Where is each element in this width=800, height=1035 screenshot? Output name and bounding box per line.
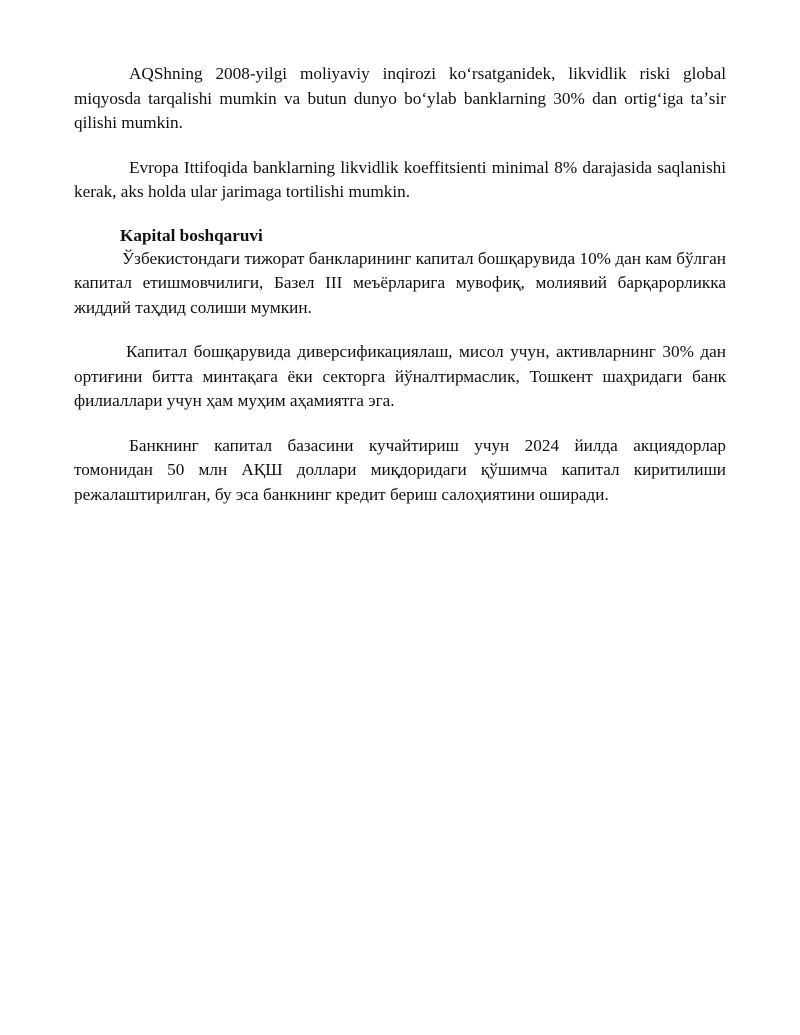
document-body (74, 62, 726, 527)
paragraph-diversification: Капитал бошқарувида диверсификациялаш, мисол учун, активларнинг 30% дан ортиғини битта минтақага ёки секторга йўналтирмаслик, Тошкент шаҳридаги банк филиаллари учун ҳам муҳим аҳамиятга эга. (74, 342, 726, 410)
paragraph-capital-injection: Банкнинг капитал базасини кучайтириш учун 2024 йилда акциядорлар томонидан 50 млн АҚШ доллари миқдоридаги қўшимча капитал киритилиши режалаштирилган, бу эса банкнинг кредит бериш салоҳиятини оширади. (74, 435, 726, 504)
paragraph-liquidity-crisis: AQShning 2008-yilgi moliyaviy inqirozi koʻrsatganidek, likvidlik riski global miqyosda tarqalishi mumkin va butun dunyo boʻylab banklarning 30% dan ortigʻiga taʼsir qilishi mumkin. (74, 64, 726, 132)
paragraph-capital-shortfall: Ўзбекистондаги тижорат банкларининг капитал бошқарувида 10% дан кам бўлган капитал етишмовчилиги, Базел III меъёрларига мувофиқ, молиявий барқарорликка жиддий таҳдид солиши мумкин. (74, 248, 726, 317)
paragraph-eu-liquidity-ratio: Evropa Ittifoqida banklarning likvidlik koeffitsienti minimal 8% darajasida saqlanishi kerak, aks holda ular jarimaga tortilishi mumkin. (74, 157, 726, 201)
section-heading-capital-management: Kapital boshqaruvi (120, 225, 263, 245)
